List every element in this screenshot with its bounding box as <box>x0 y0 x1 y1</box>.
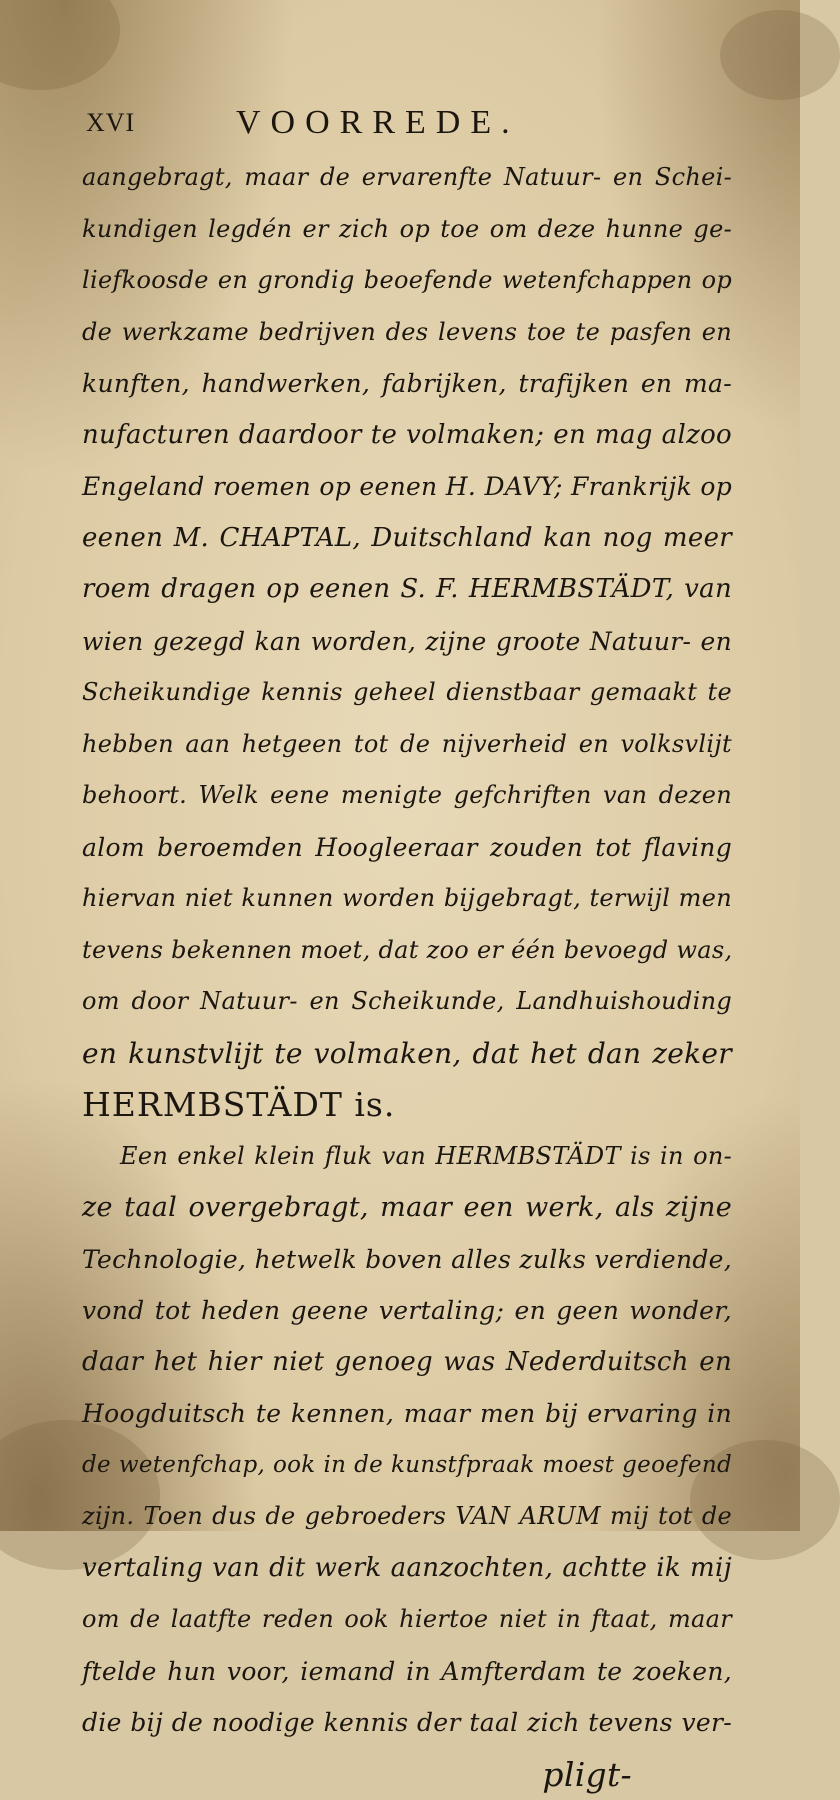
text-line: ze taal overgebragt, maar een werk, als zijne <box>82 1182 732 1234</box>
text-line: en kunstvlijt te volmaken, dat het dan zeker <box>82 1028 732 1080</box>
text-body <box>82 152 732 1800</box>
text-line: tevens bekennen moet, dat zoo er één bevoegd was, <box>82 925 732 977</box>
text-line: nufacturen daardoor te volmaken; en mag alzoo <box>82 410 732 462</box>
text-line: Technologie, hetwelk boven alles zulks verdiende, <box>82 1234 732 1286</box>
text-line: Hoogduitsch te kennen, maar men bij ervaring in <box>82 1388 732 1440</box>
text-line: Scheikundige kennis geheel dienstbaar gemaakt te <box>82 667 732 719</box>
text-line: zijn. Toen dus de gebroeders VAN ARUM mij tot de <box>82 1491 732 1543</box>
text-line: vond tot heden geene vertaling; en geen wonder, <box>82 1285 732 1337</box>
text-line: de wetenfchap, ook in de kunstfpraak moest geoefend <box>82 1440 732 1492</box>
text-line: alom beroemden Hoogleeraar zouden tot flaving <box>82 822 732 874</box>
text-line: roem dragen op eenen S. F. HERMBSTÄDT, van <box>82 564 732 616</box>
text-line: behoort. Welk eene menigte gefchriften van dezen <box>82 770 732 822</box>
text-line: kundigen legdén er zich op toe om deze hunne ge- <box>82 204 732 256</box>
text-line: liefkoosde en grondig beoefende wetenfchappen op <box>82 255 732 307</box>
catchword: pligt- <box>82 1749 732 1800</box>
paper-stain <box>0 0 120 90</box>
text-line: daar het hier niet genoeg was Nederduitsch en <box>82 1337 732 1389</box>
text-line: de werkzame bedrijven des levens toe te pasfen en <box>82 307 732 359</box>
text-line: die bij de noodige kennis der taal zich tevens ver- <box>82 1697 732 1749</box>
text-line: om de laatfte reden ook hiertoe niet in ftaat, maar <box>82 1594 732 1646</box>
paper-stain <box>720 10 840 100</box>
text-line: HERMBSTÄDT is. <box>82 1079 732 1131</box>
text-line: wien gezegd kan worden, zijne groote Natuur- en <box>82 616 732 668</box>
text-line: aangebragt, maar de ervarenfte Natuur- en Schei- <box>82 152 732 204</box>
text-line: hiervan niet kunnen worden bijgebragt, terwijl men <box>82 873 732 925</box>
page-number: XVI <box>86 108 135 138</box>
text-line: Een enkel klein fluk van HERMBSTÄDT is in on- <box>82 1131 732 1183</box>
text-line: hebben aan hetgeen tot de nijverheid en volksvlijt <box>82 719 732 771</box>
text-line: kunften, handwerken, fabrijken, trafijken en ma- <box>82 358 732 410</box>
page-header <box>86 104 726 144</box>
text-line: vertaling van dit werk aanzochten, achtte ik mij <box>82 1543 732 1595</box>
text-line: om door Natuur- en Scheikunde, Landhuishouding <box>82 976 732 1028</box>
running-title: VOORREDE. <box>236 104 520 142</box>
text-line: Engeland roemen op eenen H. DAVY; Frankrijk op <box>82 461 732 513</box>
text-line: eenen M. CHAPTAL, Duitschland kan nog meer <box>82 513 732 565</box>
text-line: ftelde hun voor, iemand in Amfterdam te zoeken, <box>82 1646 732 1698</box>
